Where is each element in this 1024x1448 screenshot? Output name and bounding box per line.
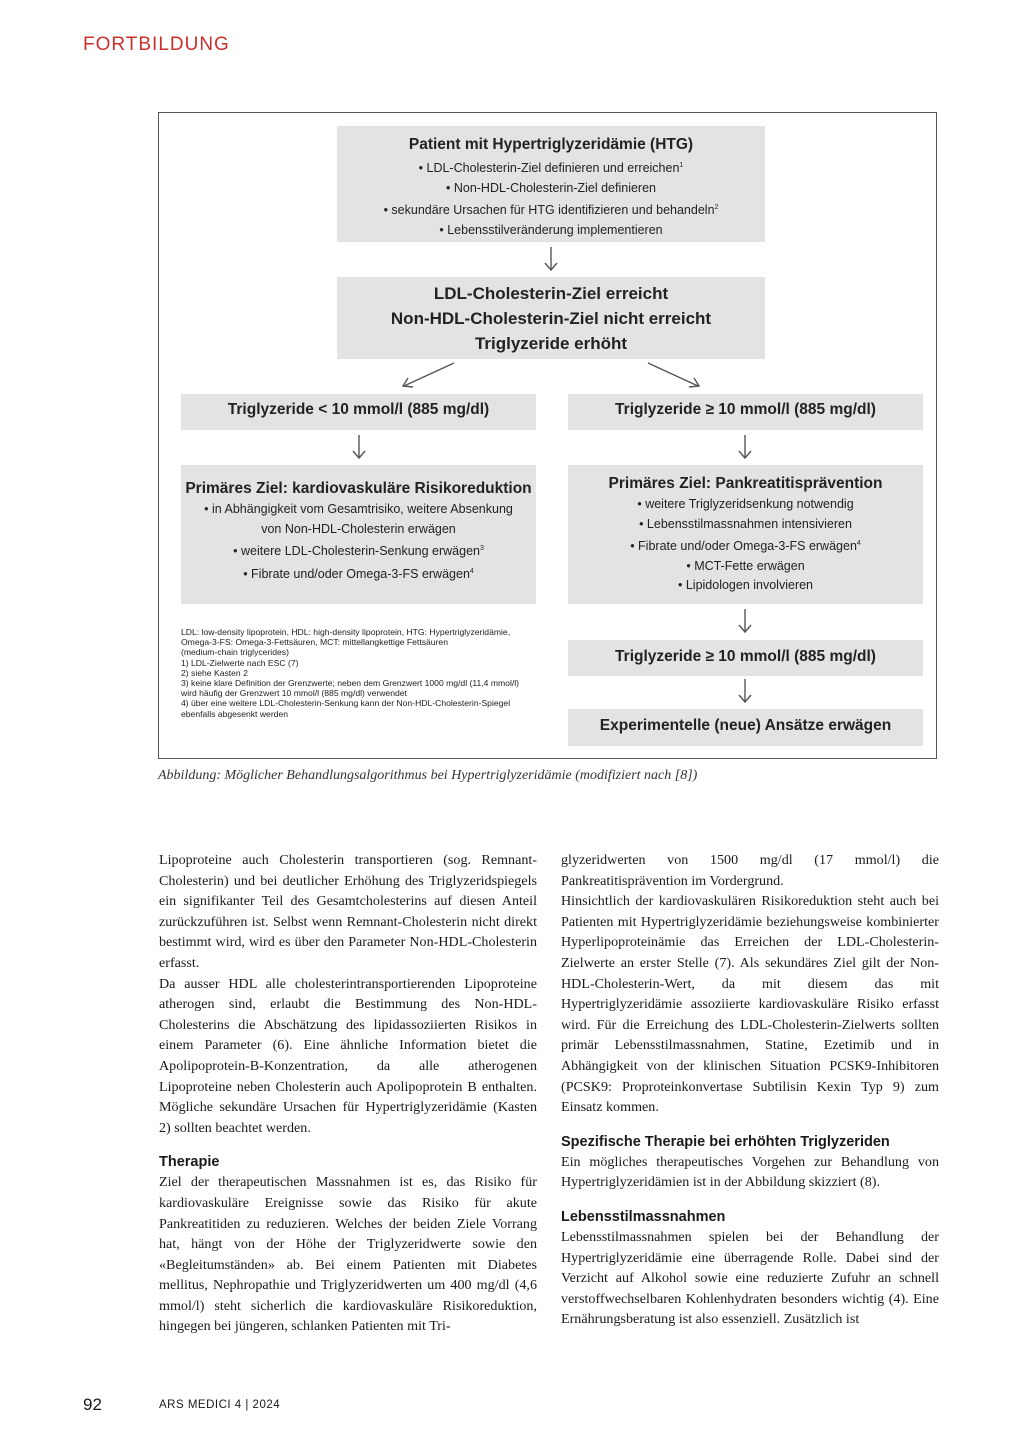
flow-box-tg-high-persisting (568, 640, 923, 676)
flow-line: • Lebensstilmassnahmen intensivieren (639, 516, 852, 531)
flow-box-goal-pancreatitis (568, 465, 923, 604)
paragraph: Hinsichtlich der kardiovaskulären Risikoreduktion steht auch bei Patienten mit Hypertriglyzeridämie beziehungsweise kombinierter Hyperlipoproteinämie das Erreichen der LDL-Cholesterin-Zielwerte an erster Stelle (7). Als sekundäres Ziel gilt der Non-HDL-Cholesterin-Wert, da mit diesem das mit Hypertriglyzeridämie assoziierte kardiovaskuläre Risiko erfasst wird. Für die Erreichung des LDL-Cholesterin-Zielwerts sollten primär Lebensstilmassnahmen, Statine, Ezetimib und in Abhängigkeit von der klinischen Situation PCSK9-Inhibitoren (PCSK9: Proproteinkonvertase Subtilisin Kexin Typ 9) zum Einsatz kommen. (561, 893, 939, 1116)
flow-box-title: Experimentelle (neue) Ansätze erwägen (599, 717, 892, 734)
arrow-down-icon (543, 247, 559, 273)
footnote-ref: 3 (479, 545, 484, 552)
figure-notes (181, 627, 551, 719)
flowchart-figure (158, 112, 937, 759)
paragraph: Ziel der therapeutischen Massnahmen ist es, das Risiko für kardiovaskuläre Ereignisse sowie das Risiko für akute Pankreatitiden zu reduzieren. Welches der beiden Ziele Vorrang hat, hängt von der Höhe der Triglyzeridwerte sowie den «Begleitumständen» ab. Bei einem Patienten mit Diabetes mellitus, Nephropathie und Triglyzeridwerten um 400 mg/dl (4,6 mmol/l) steht sicherlich die kardiovaskuläre Risikoreduktion, hingegen bei jüngeren, schlanken Patienten mit Tri- (159, 1174, 537, 1335)
flow-box-title: Triglyzeride ≥ 10 mmol/l (885 mg/dl) (615, 401, 876, 418)
flow-line: • weitere Triglyzeridsenkung notwendig (637, 497, 854, 511)
note-line: LDL: low-density lipoprotein, HDL: high-density lipoprotein, HTG: Hypertriglyzeridämie, (181, 627, 511, 637)
flow-box-title: Primäres Ziel: kardiovaskuläre Risikoreduktion (185, 480, 532, 497)
flow-line: • weitere LDL-Cholesterin-Senkung erwägen (233, 544, 480, 559)
flow-box-title: Triglyzeride ≥ 10 mmol/l (885 mg/dl) (615, 648, 876, 665)
note-line: 3) keine klare Definition der Grenzwerte; neben dem Grenzwert 1000 mg/dl (11,4 mmol/l) (181, 678, 520, 689)
flow-line: • Lipidologen involvieren (677, 578, 814, 593)
flow-box-title: Primäres Ziel: Pankreatitisprävention (608, 475, 883, 492)
text-column-right (561, 850, 939, 1330)
paragraph: Lipoproteine auch Cholesterin transportieren (sog. Remnant-Cholesterin) und bei deutlicher Erhöhung des Triglyzeridspiegels ein signifikanter Teil des Gesamtcholesterins auf diesen Anteil zurückzuführen ist. Selbst wenn Remnant-Cholesterin nicht direkt bestimmt wird, wird es über den Parameter Non-HDL-Cholesterin erfasst. (159, 852, 537, 971)
arrow-down-icon (351, 435, 367, 461)
flow-line: • Fibrate und/oder Omega-3-FS erwägen (630, 539, 857, 554)
arrow-down-icon (737, 679, 753, 705)
section-heading-therapie: Therapie (159, 1154, 220, 1171)
paragraph: Ein mögliches therapeutisches Vorgehen zur Behandlung von Hypertriglyzeridämien ist in der Abbildung skizziert (8). (561, 1153, 939, 1191)
flow-line: • Fibrate und/oder Omega-3-FS erwägen (243, 566, 470, 581)
note-line: 2) siehe Kasten 2 (181, 667, 248, 678)
flow-line: • Non-HDL-Cholesterin-Ziel definieren (445, 180, 657, 195)
note-line: wird häufig der Grenzwert 10 mmol/l (885 mg/dl) verwendet (181, 688, 407, 699)
paragraph: Lebensstilmassnahmen spielen bei der Behandlung der Hypertriglyzeridämie eine überragende Rolle. Dabei sind der Verzicht auf Alkohol sowie eine reduzierte Zufuhr an schnell verstoffwechselbaren Kohlenhydraten besonders wichtig (4). Eine Ernährungsberatung ist also essenziell. Zusätzlich ist (561, 1228, 939, 1328)
section-header: FORTBILDUNG (83, 34, 230, 55)
footnote-ref: 1 (679, 162, 684, 169)
flow-line: Non-HDL-Cholesterin-Ziel nicht erreicht (390, 309, 712, 328)
flow-box-experimental (568, 709, 923, 746)
text-column-left (159, 850, 537, 1337)
section-heading-spezifische-therapie: Spezifische Therapie bei erhöhten Triglyzeriden (561, 1133, 890, 1150)
flow-box-ldl-status (337, 277, 765, 359)
paragraph: Da ausser HDL alle cholesterintransportierenden Lipoproteine atherogen sind, erlaubt die Bestimmung des Non-HDL-Cholesterins die Abschätzung des lipidassoziierten Risikos in einem Parameter (6). Eine ähnliche Information bietet die Apolipoprotein-B-Konzentration, da alle atherogenen Lipoproteine neben Cholesterin auch Apolipoprotein B enthalten. Mögliche sekundäre Ursachen für Hypertriglyzeridämie (Kasten 2) sollten beachtet werden. (159, 975, 537, 1136)
note-line: Omega-3-FS: Omega-3-Fettsäuren, MCT: mittellangkettige Fettsäuren (181, 637, 448, 648)
flow-box-tg-high (568, 394, 923, 430)
flow-box-goal-cardio (181, 465, 536, 604)
footnote-ref: 2 (714, 204, 719, 212)
flow-box-tg-low (181, 394, 536, 430)
journal-name: ARS MEDICI 4 | 2024 (159, 1399, 281, 1411)
arrow-down-icon (737, 609, 753, 635)
flow-box-patient (337, 126, 765, 242)
arrow-down-left-icon (399, 361, 457, 389)
flow-line: • MCT-Fette erwägen (686, 558, 805, 573)
arrow-down-icon (737, 435, 753, 461)
flow-line: von Non-HDL-Cholesterin erwägen (261, 521, 456, 536)
note-line: 1) LDL-Zielwerte nach ESC (7) (181, 657, 299, 668)
footnote-ref: 4 (469, 567, 474, 575)
note-line: (medium-chain triglycerides) (181, 647, 289, 658)
arrow-down-right-icon (645, 361, 703, 389)
page-number: 92 (83, 1395, 102, 1414)
flow-line: Triglyzeride erhöht (474, 334, 628, 353)
flow-line: • in Abhängigkeit vom Gesamtrisiko, weitere Absenkung (204, 502, 513, 516)
flow-line: • Lebensstilveränderung implementieren (439, 222, 663, 237)
footnote-ref: 4 (856, 540, 861, 547)
flow-line: • sekundäre Ursachen für HTG identifizieren und behandeln (383, 203, 715, 218)
paragraph: glyzeridwerten von 1500 mg/dl (17 mmol/l) die Pankreatitisprävention im Vordergrund. (561, 852, 939, 889)
flow-line: LDL-Cholesterin-Ziel erreicht (433, 284, 669, 303)
figure-caption: Abbildung: Möglicher Behandlungsalgorithmus bei Hypertriglyzeridämie (modifiziert nach [8]) (158, 768, 698, 783)
flow-box-title: Triglyzeride < 10 mmol/l (885 mg/dl) (227, 401, 490, 418)
note-line: ebenfalls abgesenkt werden (181, 708, 289, 719)
flow-line: • LDL-Cholesterin-Ziel definieren und erreichen (418, 161, 680, 176)
flow-box-title: Patient mit Hypertriglyzeridämie (HTG) (408, 136, 694, 153)
section-heading-lebensstil: Lebensstilmassnahmen (561, 1208, 726, 1225)
note-line: 4) über eine weitere LDL-Cholesterin-Senkung kann der Non-HDL-Cholesterin-Spiegel (181, 698, 511, 709)
